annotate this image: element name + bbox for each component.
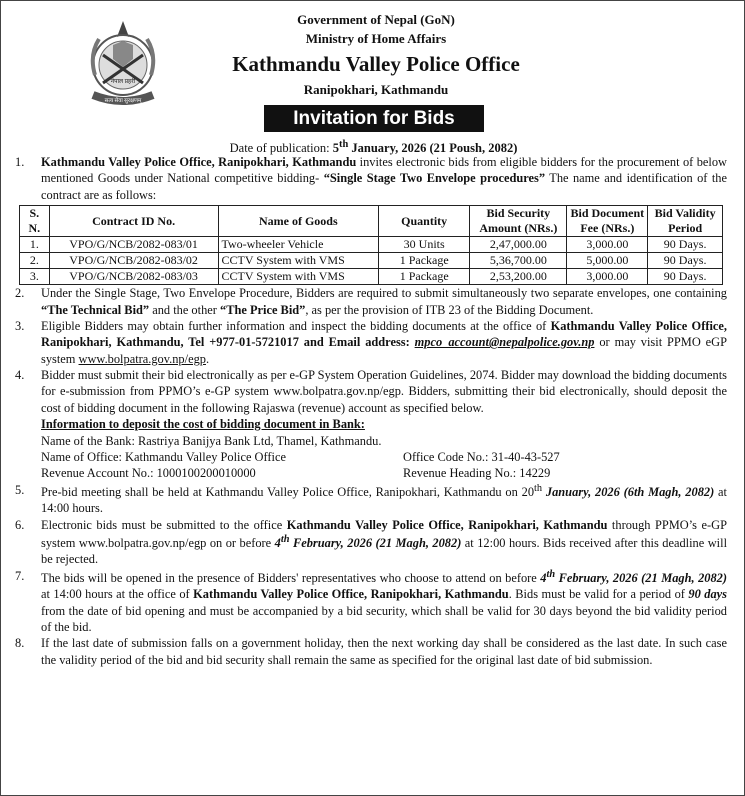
deadline-date: February, 2026 (21 Magh, 2082) <box>289 536 462 550</box>
cell-sn: 2. <box>20 253 50 269</box>
cell-doc-fee: 5,000.00 <box>567 253 648 269</box>
clause-text: at 12:00 hours. Bids received after this deadline will be rejected. <box>41 536 728 567</box>
date-label: Date of publication: <box>229 141 333 156</box>
clause-number: 7. <box>15 568 25 583</box>
emblem-text: नेपाल प्रहरी <box>110 79 136 85</box>
date-sup: th <box>534 482 543 494</box>
clause-text: Eligible Bidders may obtain further information and inspect the bidding documents at the office of <box>41 318 551 333</box>
clause-1 <box>15 154 727 203</box>
cell-validity: 90 Days. <box>648 253 723 269</box>
revenue-account: Revenue Account No.: 1000100200010000 <box>41 466 256 481</box>
cell-contract-id: VPO/G/NCB/2082-083/03 <box>49 269 218 285</box>
clause-6 <box>15 517 727 568</box>
office-name-bold: Kathmandu Valley Police Office, Ranipokhari, Kathmandu <box>41 155 357 169</box>
egp-link[interactable]: www.bolpatra.gov.np/egp <box>78 351 206 366</box>
clause-number: 6. <box>15 517 25 532</box>
technical-bid-bold: “The Technical Bid” <box>41 302 150 317</box>
cell-goods: CCTV System with VMS <box>218 269 379 285</box>
clause-text: through PPMO’s e-GP system www.bolpatra.gov.np/egp on or before <box>41 517 727 550</box>
contracts-table <box>19 205 723 285</box>
clause-text: invites electronic bids from eligible bidders for the procurement of below mentioned Goods under National competitive bidding- <box>41 155 727 186</box>
opening-day: 4 <box>540 570 547 585</box>
cell-goods: Two-wheeler Vehicle <box>218 237 379 253</box>
clause-number: 2. <box>15 286 25 301</box>
date-rest: January, 2026 (21 Poush, 2082) <box>348 141 518 156</box>
price-bid-bold: “The Price Bid” <box>220 302 306 317</box>
clause-number: 5. <box>15 482 25 497</box>
cell-validity: 90 Days. <box>648 237 723 253</box>
cell-quantity: 1 Package <box>379 269 470 285</box>
clause-text: . Bids must be valid for a period of <box>508 587 689 602</box>
cell-doc-fee: 3,000.00 <box>567 237 648 253</box>
date-sup: th <box>338 139 349 150</box>
clause-text: Electronic bids must be submitted to the office <box>41 517 287 532</box>
clause-8 <box>15 635 727 668</box>
deadline-day: 4 <box>274 536 281 550</box>
cell-bid-security: 2,53,200.00 <box>470 269 567 285</box>
office-code: Office Code No.: 31-40-43-527 <box>403 449 560 464</box>
revenue-heading: Revenue Heading No.: 14229 <box>403 466 551 481</box>
cell-contract-id: VPO/G/NCB/2082-083/01 <box>49 237 218 253</box>
cell-goods: CCTV System with VMS <box>218 253 379 269</box>
clause-text: and the other <box>149 302 220 317</box>
clause-text: The name and identification of the contract are as follows: <box>41 171 727 202</box>
col-sn: S. N. <box>20 206 50 237</box>
clause-text: at 14:00 hours at the office of <box>41 587 194 602</box>
opening-date: February, 2026 (21 Magh, 2082) <box>555 570 727 585</box>
office-name: Name of Office: Kathmandu Valley Police Office <box>41 449 286 464</box>
clause-4 <box>15 367 727 482</box>
clause-text: at 14:00 hours. <box>41 484 727 516</box>
emblem-motto: सत्य सेवा सुरक्षणम् <box>104 98 142 104</box>
notice-banner: Invitation for Bids <box>264 105 484 132</box>
cell-validity: 90 Days. <box>648 269 723 285</box>
cell-quantity: 30 Units <box>379 237 470 253</box>
col-doc-fee: Bid Document Fee (NRs.) <box>567 206 648 237</box>
government-name: Government of Nepal (GoN) <box>297 12 455 27</box>
bank-info-title: Information to deposit the cost of bidding document in Bank: <box>41 417 365 432</box>
cell-bid-security: 2,47,000.00 <box>470 237 567 253</box>
office-name-bold: Kathmandu Valley Police Office, Ranipokhari, Kathmandu <box>193 587 509 602</box>
cell-doc-fee: 3,000.00 <box>567 269 648 285</box>
office-name-bold: Kathmandu Valley Police Office, Ranipokhari, Kathmandu <box>286 517 608 532</box>
clause-text: from the date of bid opening and must be accompanied by a bid security, which shall be valid for 30 days beyond the bid validity period of the bid. <box>41 603 727 634</box>
clause-number: 4. <box>15 368 25 382</box>
bank-name: Name of the Bank: Rastriya Banijya Bank Ltd, Thamel, Kathmandu. <box>41 433 382 448</box>
col-goods: Name of Goods <box>218 206 379 237</box>
clause-7 <box>15 568 727 636</box>
clause-text: Bidder must submit their bid electronically as per e-GP System Operation Guidelines, 2074. Bidder may download the bidding documents for e-submission from PPMO’s e-GP system www.bolpatra.gov.np/egp. Bidders, submitting their bid electronically, should deposit the cost of bidding document in the following Rajaswa (revenue) account as specified below. <box>41 368 727 415</box>
table-header-row <box>20 206 723 237</box>
clause-text: or may visit PPMO eGP system <box>41 335 727 366</box>
clause-5 <box>15 482 727 517</box>
date-sup: th <box>280 533 290 545</box>
clause-number: 3. <box>15 318 25 333</box>
clause-text: , as per the provision of ITB 23 of the Bidding Document. <box>305 302 594 317</box>
table-row <box>20 237 723 253</box>
clause-text: . <box>205 351 210 366</box>
email-link[interactable]: mpco_account@nepalpolice.gov.np <box>414 335 595 350</box>
clause-text: If the last date of submission falls on a government holiday, then the next working day shall be considered as the last date. In such case the validity period of the bid and bid security shall remain the same as specified for the original last date of bid submission. <box>41 636 727 667</box>
cell-contract-id: VPO/G/NCB/2082-083/02 <box>49 253 218 269</box>
cell-quantity: 1 Package <box>379 253 470 269</box>
col-validity: Bid Validity Period <box>648 206 723 237</box>
clause-2 <box>15 285 727 318</box>
clause-3 <box>15 318 727 367</box>
clause-number: 8. <box>15 636 25 651</box>
contact-bold: Kathmandu Valley Police Office, Ranipokhari, Kathmandu, Tel +977-01-5721017 and Email address: <box>41 318 727 350</box>
office-address: Ranipokhari, Kathmandu <box>303 82 449 97</box>
clause-text: The bids will be opened in the presence of Bidders' representatives who choose to attend on before <box>41 570 541 585</box>
date-sup: th <box>546 568 556 580</box>
clauses-list <box>15 154 727 668</box>
cell-sn: 3. <box>20 269 50 285</box>
validity-days: 90 days <box>688 587 727 602</box>
col-bid-security: Bid Security Amount (NRs.) <box>470 206 567 237</box>
clause-text: Under the Single Stage, Two Envelope Procedure, Bidders are required to submit simultaneously two separate envelopes, one containing <box>41 286 727 301</box>
office-title: Kathmandu Valley Police Office <box>232 52 520 76</box>
cell-bid-security: 5,36,700.00 <box>470 253 567 269</box>
table-row <box>20 269 723 285</box>
clause-number: 1. <box>15 155 25 169</box>
col-contract-id: Contract ID No. <box>49 206 218 237</box>
date-day: 5 <box>332 141 339 156</box>
ministry-name: Ministry of Home Affairs <box>305 31 447 46</box>
col-quantity: Quantity <box>379 206 470 237</box>
table-row <box>20 253 723 269</box>
cell-sn: 1. <box>20 237 50 253</box>
prebid-date: January, 2026 (6th Magh, 2082) <box>545 484 715 499</box>
clause-text: Pre-bid meeting shall be held at Kathmandu Valley Police Office, Ranipokhari, Kathmandu on 20 <box>41 484 535 499</box>
procedure-bold: “Single Stage Two Envelope procedures” <box>323 171 546 186</box>
